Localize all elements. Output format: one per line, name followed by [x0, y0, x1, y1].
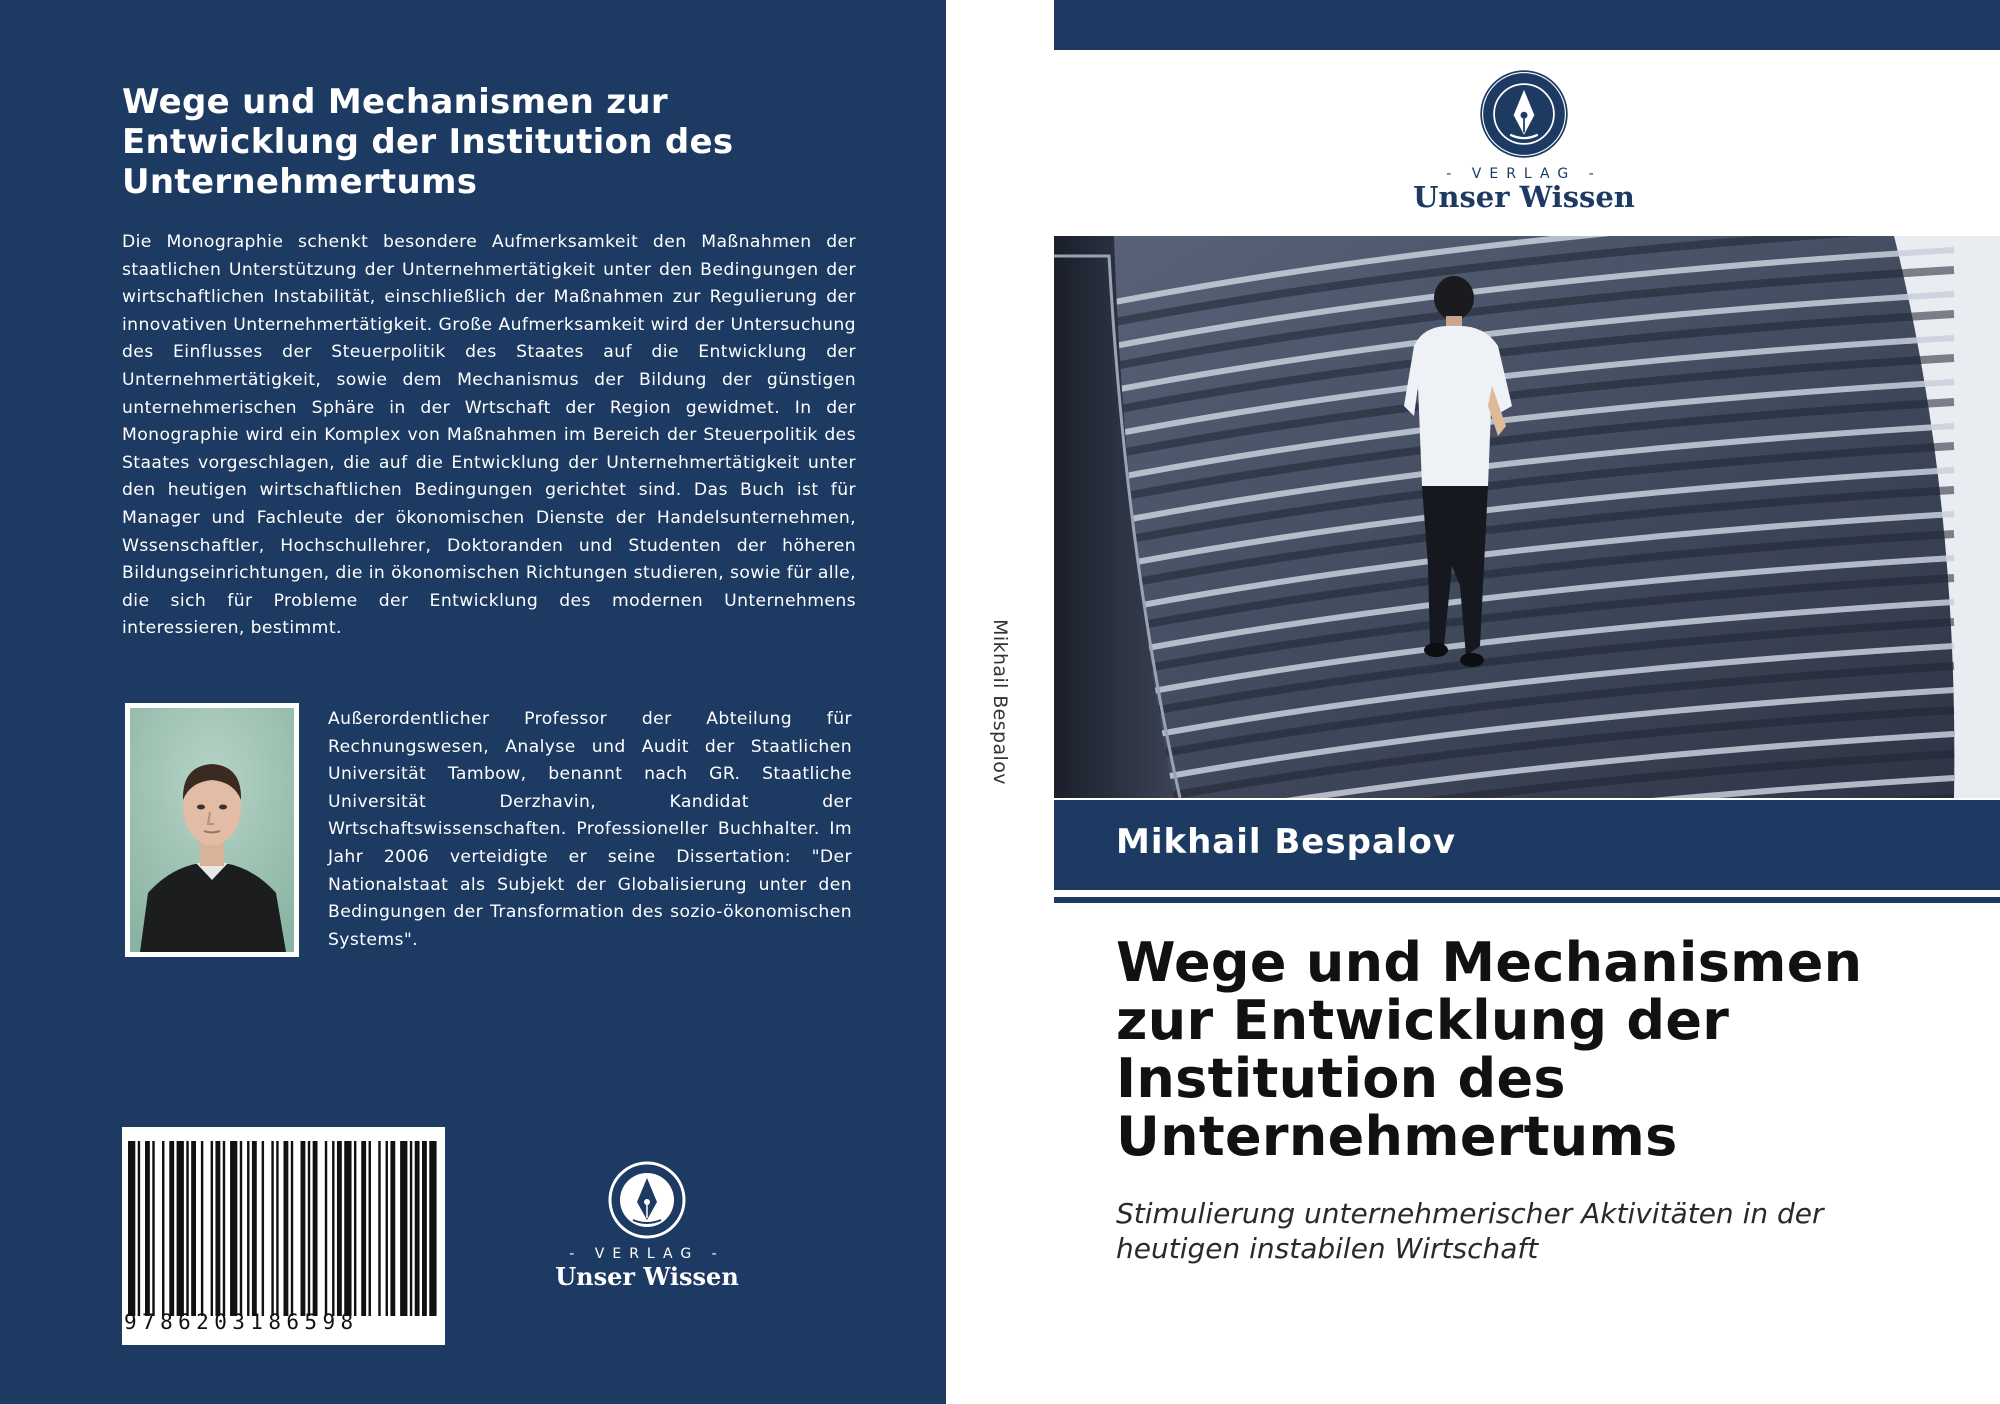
- barcode-bar: [223, 1141, 225, 1316]
- barcode-bar: [145, 1141, 150, 1316]
- barcode-bar: [152, 1141, 154, 1316]
- barcode-bar: [429, 1141, 436, 1316]
- barcode-bar: [313, 1141, 318, 1316]
- barcode-bar: [247, 1141, 249, 1316]
- publisher-brand-name: Unser Wissen: [555, 1262, 739, 1291]
- publisher-logo-front: [1404, 68, 1644, 218]
- front-top-bar: [1054, 0, 2000, 50]
- cover-photo: [1054, 236, 2000, 798]
- barcode-bar: [262, 1141, 264, 1316]
- barcode-bar: [252, 1141, 257, 1316]
- isbn-number: 9786203186598: [124, 1310, 359, 1334]
- barcode-bar: [186, 1141, 188, 1316]
- publisher-verlag-label: - VERLAG -: [1446, 166, 1602, 182]
- front-cover-title: Wege und Mechanismen zur Entwicklung der Institution des Unternehmertums: [1116, 931, 1863, 1168]
- author-photo: [125, 703, 299, 957]
- barcode-bar: [162, 1141, 164, 1316]
- barcode-bar: [337, 1141, 342, 1316]
- pen-nib-seal-icon: [1478, 68, 1570, 160]
- front-cover: [1054, 0, 2000, 1404]
- publisher-brand-name: Unser Wissen: [1413, 180, 1635, 214]
- barcode-bar: [215, 1141, 220, 1316]
- publisher-logo-back: [552, 1160, 742, 1300]
- back-cover-title: Wege und Mechanismen zur Entwicklung der Institution des Unternehmertums: [122, 82, 734, 202]
- barcode-bar: [284, 1141, 289, 1316]
- barcode-bar: [410, 1141, 412, 1316]
- title-divider-rule: [1054, 897, 2000, 903]
- barcode-bar: [361, 1141, 366, 1316]
- barcode-bar: [354, 1141, 356, 1316]
- spine-author: Mikhail Bespalov: [989, 619, 1011, 785]
- barcode-bar: [378, 1141, 380, 1316]
- pen-nib-seal-icon: [607, 1160, 687, 1240]
- barcode-bars: [128, 1141, 439, 1316]
- barcode-bar: [301, 1141, 306, 1316]
- book-description: Die Monographie schenkt besondere Aufmerksamkeit den Maßnahmen der staatlichen Unterstützung der Unternehmertätigkeit unter den Bedingungen der wirtschaftlichen Instabilität, einschließlich der Maßnahmen zur Regulierung der innovativen Unternehmertätigkeit. Große Aufmerksamkeit wird der Untersuchung des Einflusses der Steuerpolitik des Staates auf die Entwicklung der Unternehmertätigkeit, sowie dem Mechanismus der Bildung der günstigen unternehmerischen Sphäre in der Wrtschaft der Region gewidmet. In der Monographie wird ein Komplex von Maßnahmen im Bereich der Steuerpolitik des Staates vorgeschlagen, die auf die Entwicklung der Unternehmertätigkeit unter den heutigen wirtschaftlichen Bedingungen gerichtet sind. Das Buch ist für Manager und Fachleute der ökonomischen Dienste der Handelsunternehmen, Wssenschaftler, Hochschullehrer, Doktoranden und Studenten der höheren Bildungseinrichtungen, die in ökonomischen Richtungen studieren, sowie für alle, die sich für Probleme der Entwicklung des modernen Unternehmens interessieren, bestimmt.: [122, 232, 856, 639]
- author-portrait-image: [130, 708, 294, 952]
- barcode-bar: [230, 1141, 237, 1316]
- barcode-bar: [240, 1141, 242, 1316]
- barcode-bar: [191, 1141, 196, 1316]
- barcode-bar: [128, 1141, 135, 1316]
- barcode-bar: [169, 1141, 174, 1316]
- barcode-bar: [369, 1141, 371, 1316]
- barcode-bar: [390, 1141, 395, 1316]
- barcode-bar: [386, 1141, 388, 1316]
- front-author-name: Mikhail Bespalov: [1116, 822, 1457, 862]
- author-band: [1054, 800, 2000, 890]
- barcode-bar: [201, 1141, 203, 1316]
- barcode-bar: [177, 1141, 184, 1316]
- book-spine: [946, 0, 1054, 1404]
- front-cover-subtitle: Stimulierung unternehmerischer Aktivitäten in der heutigen instabilen Wirtschaft: [1116, 1197, 1824, 1265]
- man-on-stairs-image: [1054, 236, 2000, 798]
- barcode-bar: [400, 1141, 407, 1316]
- barcode-bar: [271, 1141, 273, 1316]
- barcode-bar: [325, 1141, 327, 1316]
- barcode-bar: [308, 1141, 310, 1316]
- barcode-bar: [291, 1141, 293, 1316]
- barcode-bar: [415, 1141, 420, 1316]
- back-cover: [0, 0, 946, 1404]
- barcode-bar: [422, 1141, 427, 1316]
- publisher-verlag-label: - VERLAG -: [569, 1246, 725, 1262]
- barcode-bar: [332, 1141, 334, 1316]
- barcode-bar: [138, 1141, 140, 1316]
- barcode-bar: [276, 1141, 278, 1316]
- author-biography: Außerordentlicher Professor der Abteilung für Rechnungswesen, Analyse und Audit der Staatlichen Universität Tambow, benannt nach GR. Staatliche Universität Derzhavin, Kandidat der Wrtschaftswissenschaften. Professioneller Buchhalter. Im Jahr 2006 verteidigte er seine Dissertation: "Der Nationalstaat als Subjekt der Globalisierung unter den Bedingungen der Transformation des sozio-ökonomischen Systems".: [328, 709, 852, 950]
- barcode-bar: [211, 1141, 213, 1316]
- isbn-barcode: [122, 1127, 445, 1345]
- barcode-bar: [344, 1141, 351, 1316]
